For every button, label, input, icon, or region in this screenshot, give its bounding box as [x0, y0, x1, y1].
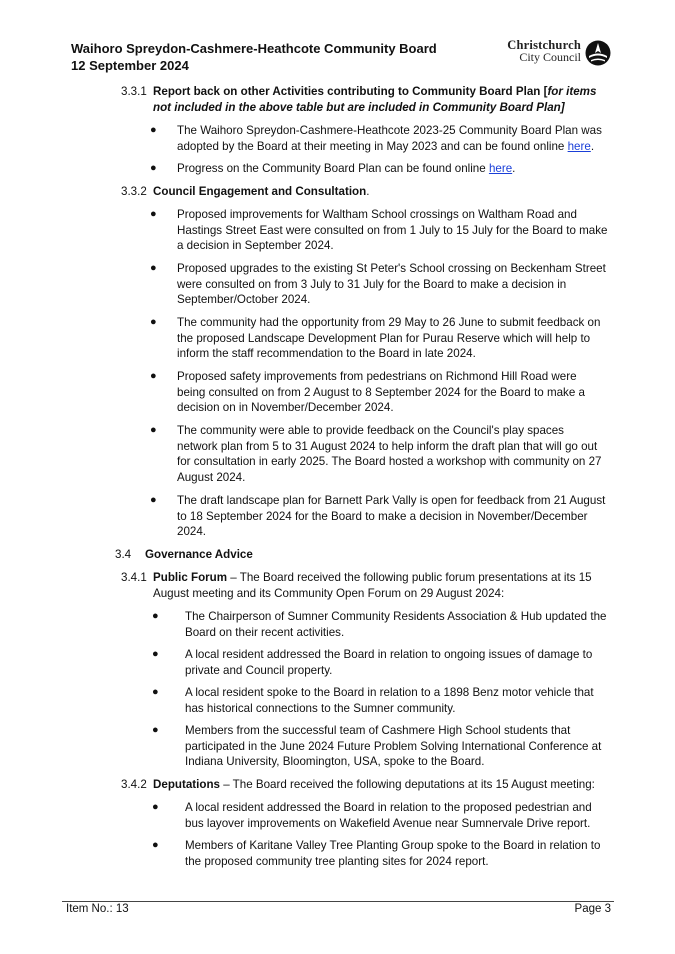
- bullet-icon: ●: [150, 262, 157, 274]
- bullet-icon: ●: [152, 801, 159, 813]
- list-item: The Waihoro Spreydon-Cashmere-Heathcote 2023-25 Community Board Plan was adopted by the Board at their meeting in May 2023 and can be found online here.: [177, 124, 602, 153]
- list-item: A local resident spoke to the Board in relation to a 1898 Benz motor vehicle that has historical connections to the Sumner community.: [185, 686, 594, 715]
- list-item: The draft landscape plan for Barnett Park Vally is open for feedback from 21 August to 18 September 2024 for the Board to make a decision in November/December 2024.: [177, 494, 606, 538]
- progress-link[interactable]: here: [488, 162, 513, 175]
- page-number: Page 3: [574, 903, 611, 915]
- page-header: [71, 40, 611, 74]
- list-item: Proposed upgrades to the existing St Peter's School crossing on Beckenham Street were consulted on from 3 July to 31 July for the Board to make a decision in September/October 2024.: [177, 262, 606, 306]
- list-item: Proposed safety improvements from pedestrians on Richmond Hill Road were being consulted on from 2 August to 8 September 2024 for the Board to make a decision on in November/December 2024.: [177, 370, 585, 414]
- list-item: Progress on the Community Board Plan can be found online here.: [177, 162, 516, 175]
- board-name: Waihoro Spreydon-Cashmere-Heathcote Community Board: [71, 41, 437, 56]
- section-number: 3.3.1: [121, 85, 147, 98]
- bullet-icon: ●: [152, 610, 159, 622]
- list-item: Members from the successful team of Cashmere High School students that participated in the June 2024 Future Problem Solving International Conference at Indiana University, Bloomington, USA, spoke to the Board.: [185, 724, 602, 768]
- list-item: The community were able to provide feedback on the Council's play spaces network plan from 5 to 31 August 2024 to help inform the draft plan that will go out for consultation in early 2025. The Board hosted a workshop with community on 27 August 2024.: [177, 424, 602, 484]
- list-item: Proposed improvements for Waltham School crossings on Waltham Road and Hastings Street East were consulted on from 1 July to 15 July for the Board to make a decision in September 2024.: [177, 208, 608, 252]
- list-item: A local resident addressed the Board in relation to ongoing issues of damage to private and Council property.: [185, 648, 593, 677]
- bullet-icon: ●: [150, 370, 157, 382]
- footer-divider: [62, 901, 614, 902]
- bullet-icon: ●: [150, 124, 157, 136]
- bullet-icon: ●: [152, 648, 159, 660]
- section-number: 3.4.1: [121, 571, 147, 584]
- council-emblem-icon: [585, 40, 611, 66]
- list-item: The community had the opportunity from 29 May to 26 June to submit feedback on the proposed Landscape Development Plan for Purau Reserve which will help to inform the staff recommendation to the Board in late 2024.: [177, 316, 601, 360]
- bullet-icon: ●: [150, 494, 157, 506]
- section-heading-3-3-2: Council Engagement and Consultation.: [153, 185, 370, 198]
- bullet-icon: ●: [150, 316, 157, 328]
- bullet-icon: ●: [150, 208, 157, 220]
- section-number: 3.4: [115, 548, 132, 561]
- logo-line-1: Christchurch: [507, 38, 581, 52]
- board-plan-link[interactable]: here: [567, 139, 591, 153]
- list-item: Members of Karitane Valley Tree Planting Group spoke to the Board in relation to the proposed community tree planting sites for 2024 report.: [185, 839, 601, 868]
- section-heading-3-4-2: Deputations – The Board received the following deputations at its 15 August meeting:: [153, 778, 595, 791]
- list-item: A local resident addressed the Board in relation to the proposed pedestrian and bus layover improvements on Wakefield Avenue near Sumnervale Drive report.: [185, 801, 592, 830]
- bullet-icon: ●: [152, 839, 159, 851]
- section-number: 3.4.2: [121, 778, 147, 791]
- bullet-icon: ●: [150, 162, 157, 174]
- section-heading-3-4-1: Public Forum – The Board received the following public forum presentations at its 15 August meeting and its Community Open Forum on 29 August 2024:: [153, 571, 592, 600]
- section-heading-3-3-1: Report back on other Activities contributing to Community Board Plan [for items not included in the above table but are included in Community Board Plan]: [153, 85, 597, 114]
- bullet-icon: ●: [152, 686, 159, 698]
- bullet-icon: ●: [152, 724, 159, 736]
- meeting-date: 12 September 2024: [71, 58, 189, 73]
- logo-line-2: City Council: [519, 50, 581, 64]
- council-logo: [493, 39, 611, 73]
- section-number: 3.3.2: [121, 185, 147, 198]
- item-number: Item No.: 13: [66, 903, 129, 915]
- section-heading-3-4: Governance Advice: [145, 548, 253, 561]
- bullet-icon: ●: [150, 424, 157, 436]
- list-item: The Chairperson of Sumner Community Residents Association & Hub updated the Board on their recent activities.: [185, 610, 607, 639]
